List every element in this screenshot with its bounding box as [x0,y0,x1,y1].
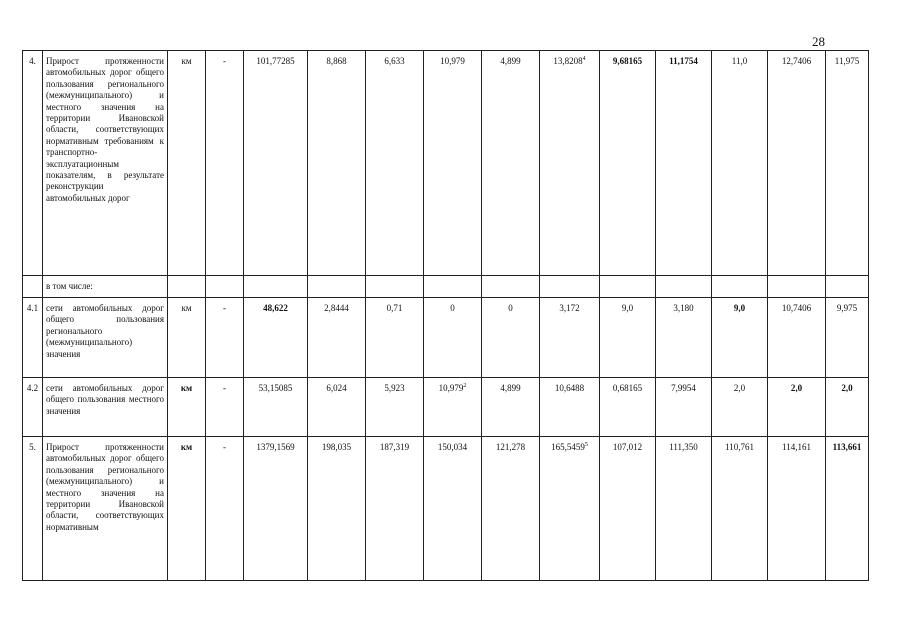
value-cell: 2,0 [712,378,768,437]
value-cell: 165,5459$^5$ [540,437,600,581]
value-cell: 11,0 [712,51,768,276]
unit-cell: км [168,437,206,581]
row-description: сети автомобильных дорог общего пользования регионального (межмуниципального) значения [43,298,168,378]
value-cell [308,276,366,298]
value-cell: 1379,1569 [244,437,308,581]
base-cell: - [206,437,244,581]
value-cell [244,276,308,298]
value-cell: 0,71 [366,298,424,378]
table-row [23,51,869,276]
base-cell: - [206,51,244,276]
value-cell: 198,035 [308,437,366,581]
value-cell: 6,633 [366,51,424,276]
unit-cell [168,276,206,298]
value-cell: 114,161 [768,437,826,581]
value-cell [768,276,826,298]
value-cell: 12,7406 [768,51,826,276]
value-cell: 113,661 [826,437,869,581]
value-cell: 10,979$^2$ [424,378,482,437]
row-number [23,276,43,298]
row-number: 4.1 [23,298,43,378]
value-cell: 0,68165 [600,378,656,437]
value-cell [600,276,656,298]
value-cell: 4,899 [482,51,540,276]
footnote-mark: 5 [584,442,588,448]
base-cell: - [206,298,244,378]
value-cell: 2,0 [826,378,869,437]
unit-cell: км [168,51,206,276]
value-cell: 9,68165 [600,51,656,276]
row-description: Прирост протяженности автомобильных дорог общего пользования регионального (межмуниципального) и местного значения на территории Ивановской области, соответствующих нормативным [43,437,168,581]
base-cell: - [206,378,244,437]
row-description: в том числе: [43,276,168,298]
value-cell: 3,180 [656,298,712,378]
value-cell: 10,6488 [540,378,600,437]
value-cell: 11,975 [826,51,869,276]
value-cell: 2,0 [768,378,826,437]
row-number: 4. [23,51,43,276]
value-cell: 8,868 [308,51,366,276]
table-row [23,378,869,437]
value-cell: 7,9954 [656,378,712,437]
value-cell: 48,622 [244,298,308,378]
footnote-mark: 2 [463,383,467,389]
value-cell [826,276,869,298]
indicators-table [22,50,869,581]
value-cell: 53,15085 [244,378,308,437]
table-row [23,437,869,581]
value-cell: 2,8444 [308,298,366,378]
value-cell: 9,0 [600,298,656,378]
row-number: 4.2 [23,378,43,437]
value-cell: 0 [424,298,482,378]
table-row [23,276,869,298]
value-cell: 121,278 [482,437,540,581]
value-cell: 5,923 [366,378,424,437]
footnote-mark: 4 [582,56,586,62]
value-cell: 6,024 [308,378,366,437]
base-cell [206,276,244,298]
row-description: сети автомобильных дорог общего пользования местного значения [43,378,168,437]
value-cell [540,276,600,298]
value-cell: 10,7406 [768,298,826,378]
value-cell: 101,77285 [244,51,308,276]
value-cell: 110,761 [712,437,768,581]
value-cell: 111,350 [656,437,712,581]
value-cell: 9,0 [712,298,768,378]
value-cell: 13,8208$^4$ [540,51,600,276]
unit-cell: км [168,378,206,437]
value-cell [366,276,424,298]
value-cell: 0 [482,298,540,378]
row-number: 5. [23,437,43,581]
value-cell: 150,034 [424,437,482,581]
value-cell: 3,172 [540,298,600,378]
value-cell: 11,1754 [656,51,712,276]
page-number: 28 [812,34,825,49]
value-cell [712,276,768,298]
value-cell: 9,975 [826,298,869,378]
value-cell: 10,979 [424,51,482,276]
table-row [23,298,869,378]
unit-cell: км [168,298,206,378]
value-cell [482,276,540,298]
row-description: Прирост протяженности автомобильных дорог общего пользования регионального (межмуниципального) и местного значения на территории Ивановской области, соответствующих нормативным требованиям к транспортно-эксплуатационным показателям, в результате реконструкции автомобильных дорог [43,51,168,276]
value-cell: 107,012 [600,437,656,581]
value-cell: 187,319 [366,437,424,581]
value-cell [656,276,712,298]
value-cell [424,276,482,298]
value-cell: 4,899 [482,378,540,437]
